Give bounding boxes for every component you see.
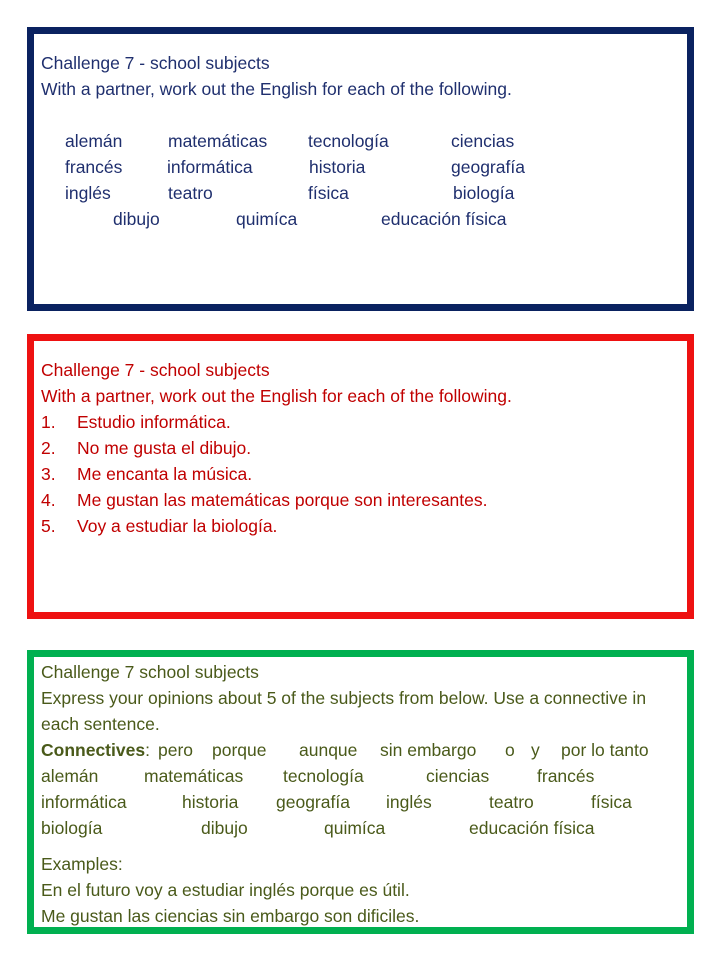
- connective-word: por lo tanto: [561, 740, 649, 760]
- example-sentence: Me gustan las ciencias sin embargo son dificiles.: [41, 906, 420, 926]
- word-row: [41, 180, 687, 206]
- challenge-card-vocabulary: [27, 27, 694, 311]
- connective-word: o: [505, 740, 515, 760]
- word-item: historia: [309, 157, 366, 177]
- card-instruction: With a partner, work out the English for each of the following.: [41, 79, 512, 99]
- connectives-row: [41, 737, 687, 763]
- word-item: alemán: [65, 131, 123, 151]
- subject-word: informática: [41, 792, 127, 812]
- subject-word: dibujo: [201, 818, 248, 838]
- word-item: ciencias: [451, 131, 515, 151]
- subject-word: quimíca: [324, 818, 386, 838]
- subject-word: alemán: [41, 766, 99, 786]
- connectives-colon: :: [145, 740, 150, 760]
- sentence-text: Me encanta la música.: [77, 464, 253, 484]
- card-title: Challenge 7 school subjects: [41, 662, 259, 682]
- connective-word: y: [531, 740, 540, 760]
- word-item: geografía: [451, 157, 525, 177]
- card-title: Challenge 7 - school subjects: [41, 360, 270, 380]
- word-item: informática: [167, 157, 253, 177]
- subject-word: francés: [537, 766, 595, 786]
- subject-word: ciencias: [426, 766, 490, 786]
- sentence-text: Me gustan las matemáticas porque son interesantes.: [77, 490, 488, 510]
- list-number: 3.: [41, 464, 56, 484]
- word-row: [41, 128, 687, 154]
- challenge-card-translation: [27, 334, 694, 619]
- card-instruction: With a partner, work out the English for each of the following.: [41, 386, 512, 406]
- sentence-text: No me gusta el dibujo.: [77, 438, 252, 458]
- example-sentence: En el futuro voy a estudiar inglés porque es útil.: [41, 880, 410, 900]
- subject-row: [41, 815, 687, 841]
- word-item: biología: [453, 183, 515, 203]
- word-item: teatro: [168, 183, 213, 203]
- subject-word: inglés: [386, 792, 432, 812]
- list-item: [41, 409, 687, 435]
- word-item: educación física: [381, 209, 507, 229]
- word-item: quimíca: [236, 209, 298, 229]
- subject-word: educación física: [469, 818, 595, 838]
- word-item: dibujo: [113, 209, 160, 229]
- connective-word: aunque: [299, 740, 358, 760]
- list-item: [41, 435, 687, 461]
- word-item: inglés: [65, 183, 111, 203]
- word-item: matemáticas: [168, 131, 268, 151]
- subject-word: tecnología: [283, 766, 364, 786]
- subject-word: geografía: [276, 792, 350, 812]
- subject-word: teatro: [489, 792, 534, 812]
- subject-word: biología: [41, 818, 103, 838]
- list-number: 2.: [41, 438, 56, 458]
- subject-word: física: [591, 792, 632, 812]
- word-item: francés: [65, 157, 123, 177]
- subject-word: historia: [182, 792, 239, 812]
- examples-label: Examples:: [41, 854, 123, 874]
- subject-row: [41, 763, 687, 789]
- connectives-label-group: [41, 737, 150, 763]
- word-row: [41, 206, 687, 232]
- word-item: tecnología: [308, 131, 389, 151]
- list-number: 5.: [41, 516, 56, 536]
- subject-row: [41, 789, 687, 815]
- list-number: 4.: [41, 490, 56, 510]
- subject-word: matemáticas: [144, 766, 244, 786]
- challenge-card-opinions: [27, 650, 694, 934]
- connective-word: pero: [158, 740, 194, 760]
- card-title: Challenge 7 - school subjects: [41, 53, 270, 73]
- connective-word: porque: [212, 740, 267, 760]
- connective-word: sin embargo: [380, 740, 477, 760]
- connectives-label: Connectives: [41, 740, 146, 760]
- list-item: [41, 487, 687, 513]
- list-item: [41, 513, 687, 539]
- sentence-list: [41, 409, 687, 539]
- sentence-text: Voy a estudiar la biología.: [77, 516, 278, 536]
- word-row: [41, 154, 687, 180]
- card-instruction: Express your opinions about 5 of the subjects from below. Use a connective in each sentence.: [41, 688, 647, 734]
- list-item: [41, 461, 687, 487]
- sentence-text: Estudio informática.: [77, 412, 231, 432]
- word-item: física: [308, 183, 349, 203]
- list-number: 1.: [41, 412, 56, 432]
